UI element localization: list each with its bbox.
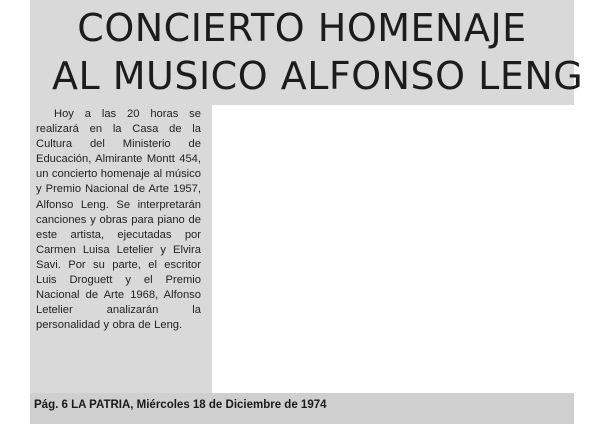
source-footer: Pág. 6 LA PATRIA, Miércoles 18 de Diciembre de 1974 [34, 399, 327, 411]
article-body: Hoy a las 20 horas se realizará en la Casa de la Cultura del Ministerio de Educación, Almirante Montt 454, un concierto homenaje al músico y Premio Nacional de Arte 1957, Alfonso Leng. Se interpretarán canciones y obras para piano de este artista, ejecutadas por Carmen Luisa Letelier y Elvira Savi. Por su parte, el escritor Luis Droguett y el Premio Nacional de Arte 1968, Alfonso Letelier analizarán la personalidad y obra de Leng. [36, 108, 201, 332]
headline-line-1: CONCIERTO HOMENAJE [77, 6, 527, 50]
blank-area [212, 105, 574, 424]
headline-line-2: AL MUSICO ALFONSO LENG [52, 54, 584, 98]
article-headline [52, 4, 584, 100]
